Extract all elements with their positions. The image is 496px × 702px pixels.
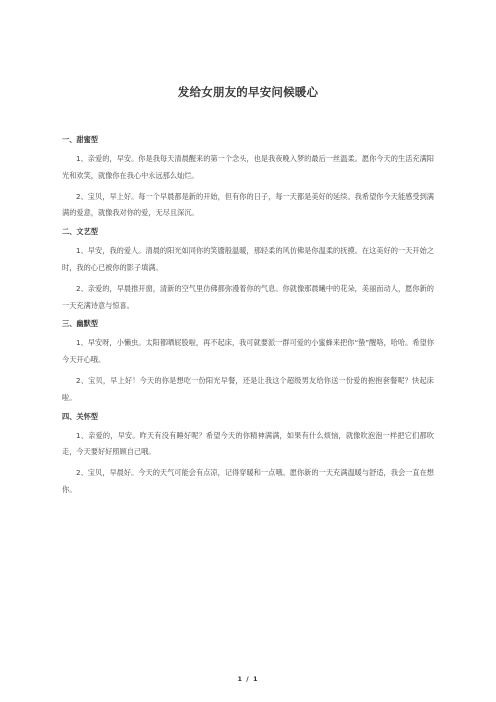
paragraph: 2、宝贝，早上好！今天的你是想吃一份阳光早餐，还是让我这个超级男友给你送一份爱的抱抱套餐呢？快起床啦。 (62, 375, 434, 402)
paragraph: 2、宝贝，早上好。每一个早晨都是新的开始，但有你的日子，每一天都是美好的延续。我希望你今天能感受到满满的爱意，就像我对你的爱，无尽且深沉。 (62, 191, 434, 218)
section-heading: 一、甜蜜型 (62, 135, 98, 144)
section-literary (62, 226, 434, 314)
paragraph: 1、亲爱的，早安。你是我每天清晨醒来的第一个念头，也是我夜晚入梦的最后一丝温柔。愿你今天的生活充满阳光和欢笑，就像你在我心中永远那么灿烂。 (62, 154, 434, 180)
paragraph: 2、宝贝，早晨好。今天的天气可能会有点凉，记得穿暖和一点哦。愿你新的一天充满温暖与舒适，我会一直在想你。 (62, 468, 434, 494)
page-indicator: 1 / 1 (237, 675, 259, 683)
document-body (62, 134, 434, 503)
section-heading: 三、幽默型 (62, 319, 98, 329)
section-heading: 二、文艺型 (62, 227, 98, 237)
document-page (62, 0, 434, 702)
paragraph: 1、早安，我的爱人。清晨的阳光如同你的笑靥般温暖，那轻柔的风仿佛是你温柔的抚摸。在这美好的一天开始之时，我的心已被你的影子填满。 (62, 246, 434, 272)
paragraph: 1、早安呀，小懒虫。太阳都晒屁股啦，再不起床，我可就要派一群可爱的小蜜蜂来把你“蛰”醒咯，哈哈。希望你今天开心哦。 (62, 338, 434, 365)
section-caring (62, 411, 434, 499)
document-title: 发给女朋友的早安问候暖心 (177, 85, 319, 99)
section-heading: 四、关怀型 (62, 411, 98, 421)
section-sweet (62, 134, 434, 222)
paragraph: 1、亲爱的，早安。昨天有没有睡好呢？希望今天的你精神满满，如果有什么烦恼，就像吹泡泡一样把它们都吹走，今天要好好照顾自己哦。 (62, 430, 434, 457)
paragraph: 2、亲爱的，早晨推开窗，清新的空气里仿佛都弥漫着你的气息。你就像那晨曦中的花朵，美丽而动人，愿你新的一天充满诗意与惊喜。 (62, 283, 434, 310)
section-humorous (62, 318, 434, 406)
